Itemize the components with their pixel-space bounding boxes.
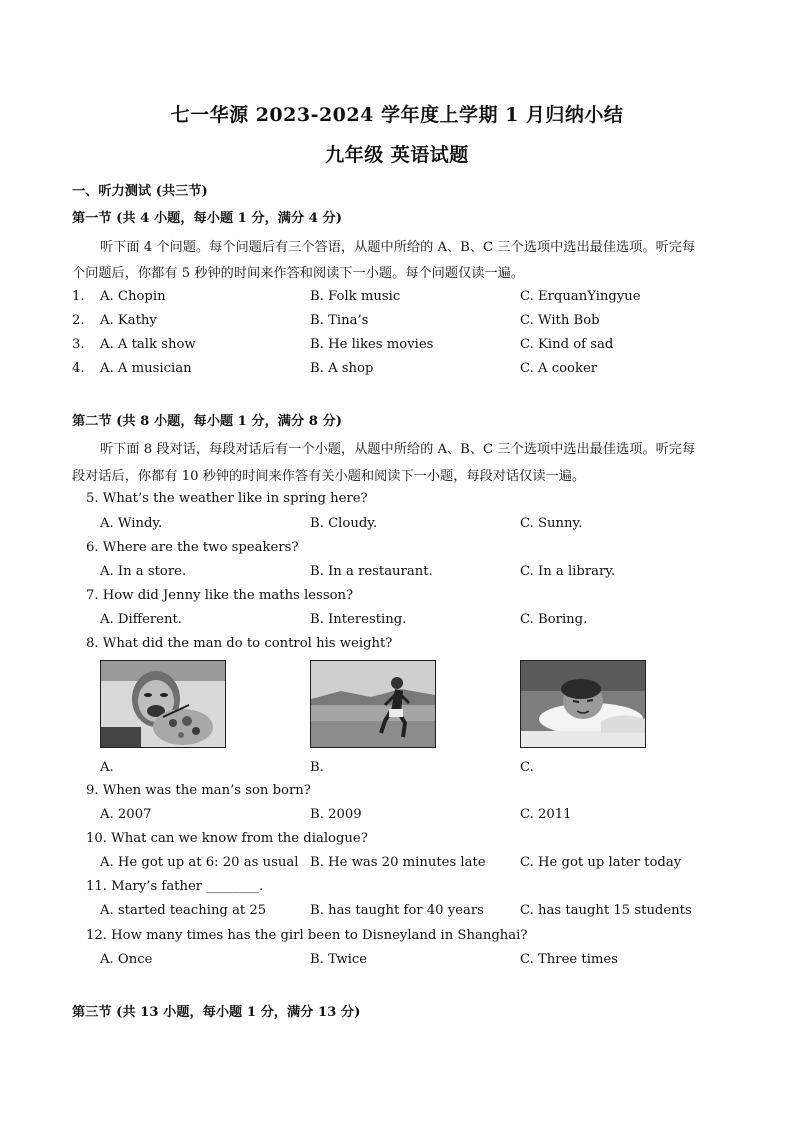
option-a: A. 2007	[100, 807, 152, 822]
man-eating-illustration	[101, 661, 225, 747]
option-c: C. With Bob	[520, 313, 600, 328]
question-number: 3.	[72, 337, 85, 352]
option-a: A.	[100, 760, 114, 775]
option-c: C. Three times	[520, 952, 618, 967]
part-heading-listening: 一、听力测试 (共三节)	[72, 184, 208, 199]
option-b: B. Interesting.	[310, 612, 407, 627]
option-a: A. Chopin	[100, 289, 166, 304]
question-9: 9. When was the man’s son born?	[86, 783, 311, 798]
question-row-2	[72, 313, 724, 335]
option-b: B. In a restaurant.	[310, 564, 433, 579]
question-row-3	[72, 337, 724, 359]
option-c: C.	[520, 760, 534, 775]
section2-instruction-line1: 听下面 8 段对话，每段对话后有一个小题，从题中所给的 A、B、C 三个选项中选出最佳选项。听完每	[100, 442, 696, 457]
question-6: 6. Where are the two speakers?	[86, 540, 299, 555]
question-11: 11. Mary’s father ________.	[86, 879, 264, 894]
options-6	[100, 564, 720, 586]
options-7	[100, 612, 720, 634]
options-12	[100, 952, 720, 974]
question-5: 5. What’s the weather like in spring here?	[86, 491, 368, 506]
picture-eating	[100, 660, 226, 748]
option-b: B. He was 20 minutes late	[310, 855, 486, 870]
option-b: B. Tina’s	[310, 313, 369, 328]
question-10: 10. What can we know from the dialogue?	[86, 831, 368, 846]
option-c: C. A cooker	[520, 361, 598, 376]
option-c: C. 2011	[520, 807, 572, 822]
question-7: 7. How did Jenny like the maths lesson?	[86, 588, 354, 603]
question-number: 4.	[72, 361, 85, 376]
option-b: B. Twice	[310, 952, 368, 967]
option-b: B. A shop	[310, 361, 374, 376]
option-a: A. He got up at 6: 20 as usual	[100, 855, 299, 870]
exam-title: 七一华源 2023-2024 学年度上学期 1 月归纳小结	[170, 104, 624, 126]
options-11	[100, 903, 720, 925]
section1-heading: 第一节 (共 4 小题，每小题 1 分，满分 4 分)	[72, 211, 342, 226]
section1-instruction-line2: 个问题后，你都有 5 秒钟的时间来作答和阅读下一小题。每个问题仅读一遍。	[72, 266, 524, 281]
question-number: 1.	[72, 289, 85, 304]
options-8	[100, 760, 720, 782]
option-b: B. He likes movies	[310, 337, 434, 352]
option-b: B. has taught for 40 years	[310, 903, 484, 918]
option-a: A. A musician	[100, 361, 192, 376]
question-number: 2.	[72, 313, 85, 328]
picture-sleeping	[520, 660, 646, 748]
option-b: B. Cloudy.	[310, 516, 378, 531]
option-c: C. Sunny.	[520, 516, 583, 531]
option-a: A. Windy.	[100, 516, 163, 531]
option-a: A. started teaching at 25	[100, 903, 267, 918]
option-b: B. 2009	[310, 807, 362, 822]
option-c: C. Boring.	[520, 612, 588, 627]
picture-running	[310, 660, 436, 748]
options-5	[100, 516, 720, 538]
question-row-1	[72, 289, 724, 311]
question-row-4	[72, 361, 724, 383]
section1-instruction-line1: 听下面 4 个问题。每个问题后有三个答语，从题中所给的 A、B、C 三个选项中选出最佳选项。听完每	[100, 240, 696, 255]
option-c: C. has taught 15 students	[520, 903, 692, 918]
option-a: A. A talk show	[100, 337, 196, 352]
man-running-illustration	[311, 661, 435, 747]
option-c: C. Kind of sad	[520, 337, 614, 352]
option-c: C. ErquanYingyue	[520, 289, 641, 304]
option-a: A. Different.	[100, 612, 182, 627]
man-sleeping-illustration	[521, 661, 645, 747]
option-a: A. Once	[100, 952, 153, 967]
option-c: C. He got up later today	[520, 855, 682, 870]
option-c: C. In a library.	[520, 564, 616, 579]
section2-heading: 第二节 (共 8 小题，每小题 1 分，满分 8 分)	[72, 414, 342, 429]
section3-heading: 第三节 (共 13 小题，每小题 1 分，满分 13 分)	[72, 1005, 361, 1020]
exam-subtitle: 九年级 英语试题	[325, 144, 469, 166]
option-b: B.	[310, 760, 324, 775]
option-a: A. Kathy	[100, 313, 157, 328]
section2-instruction-line2: 段对话后，你都有 10 秒钟的时间来作答有关小题和阅读下一小题，每段对话仅读一遍。	[72, 469, 586, 484]
options-9	[100, 807, 720, 829]
option-a: A. In a store.	[100, 564, 187, 579]
options-10	[100, 855, 720, 877]
option-b: B. Folk music	[310, 289, 401, 304]
question-8: 8. What did the man do to control his weight?	[86, 636, 393, 651]
question-12: 12. How many times has the girl been to Disneyland in Shanghai?	[86, 928, 528, 943]
